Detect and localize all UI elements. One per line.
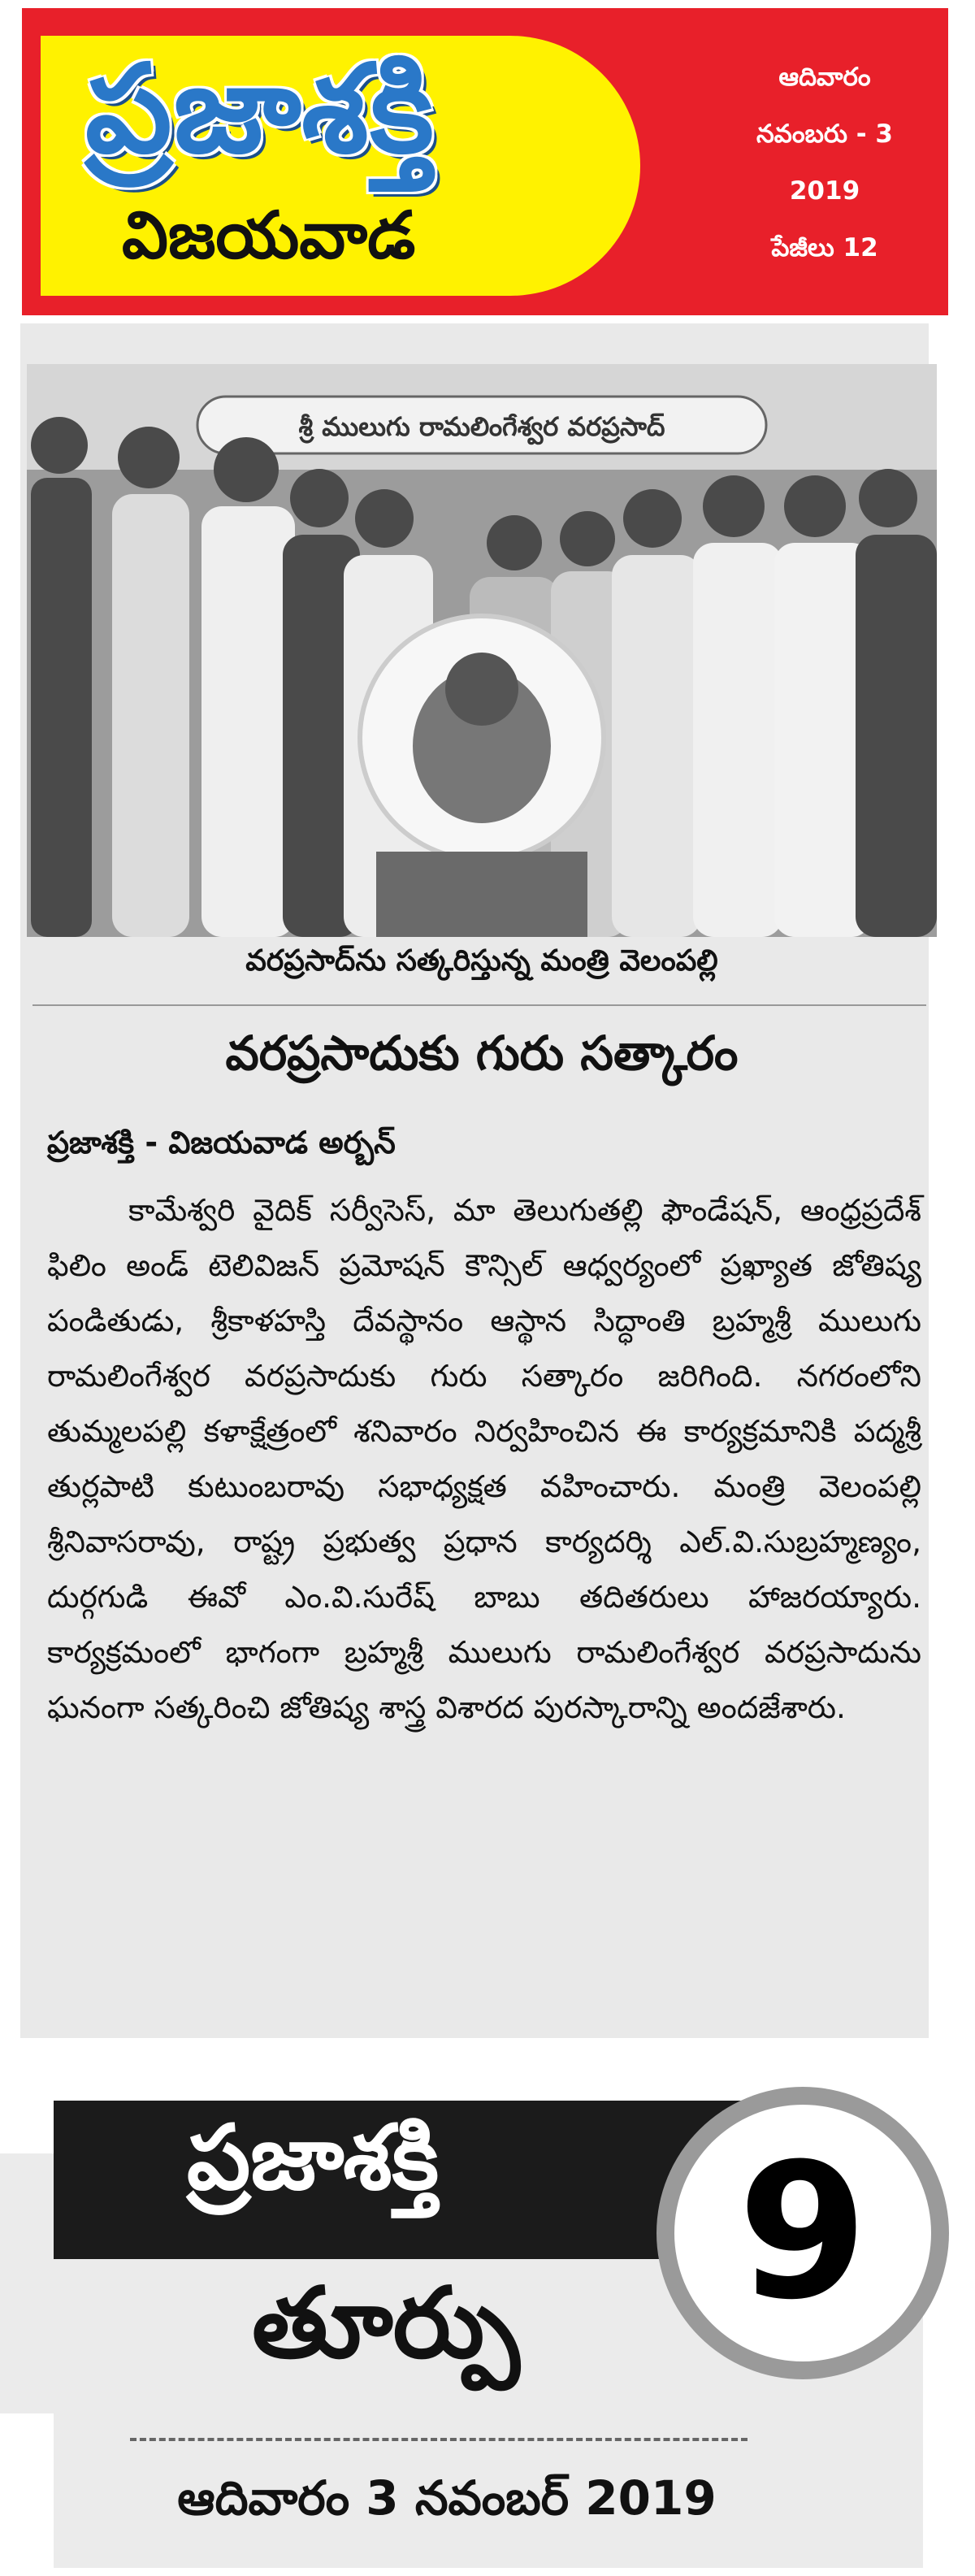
article-photo — [27, 364, 937, 937]
article-paragraph: కామేశ్వరి వైదిక్ సర్వీసెస్, మా తెలుగుతల్లి ఫౌండేషన్, ఆంధ్రప్రదేశ్ ఫిలిం అండ్ టెలివిజన్ ప్రమోషన్ కౌన్సిల్ ఆధ్వర్యంలో ప్రఖ్యాత జోతిష్య పండితుడు, శ్రీకాళహస్తి దేవస్థానం ఆస్థాన సిద్ధాంతి బ్రహ్మశ్రీ ములుగు రామలింగేశ్వర వరప్రసాదుకు గురు సత్కారం జరిగింది. నగరంలోని తుమ్మలపల్లి కళాక్షేత్రంలో శనివారం నిర్వహించిన ఈ కార్యక్రమానికి పద్మశ్రీ తుర్లపాటి కుటుంబరావు సభాధ్యక్షత వహించారు. మంత్రి వెలంపల్లి శ్రీనివాసరావు, రాష్ట్ర ప్రభుత్వ ప్రధాన కార్యదర్శి ఎల్.వి.సుబ్రహ్మణ్యం, దుర్గగుడి ఈవో ఎం.వి.సురేష్ బాబు తదితరులు హాజరయ్యారు. కార్యక్రమంలో భాగంగా బ్రహ్మశ్రీ ములుగు రామలింగేశ్వర వరప్రసాదును ఘనంగా సత్కరించి జోతిష్య శాస్త్ర విశారద పురస్కారాన్ని అందజేశారు. — [47, 1192, 921, 1725]
divider — [32, 1004, 926, 1006]
section-title: తూర్పు — [252, 2267, 520, 2380]
article-body — [47, 1182, 921, 1735]
page-number: 9 — [737, 2124, 869, 2341]
masthead-date-block — [731, 49, 918, 276]
photo-caption: వరప్రసాద్‌ను సత్కరిస్తున్న మంత్రి వెలంపల్లి — [245, 944, 718, 978]
masthead-date-line: నవంబరు - 3 — [756, 119, 893, 149]
masthead-date-line: ఆదివారం — [778, 63, 871, 92]
masthead-date-line: 2019 — [789, 176, 860, 206]
masthead-city: విజయవాడ — [122, 197, 416, 273]
masthead-date-line: పేజీలు 12 — [771, 233, 878, 262]
dashed-divider — [130, 2438, 748, 2441]
article-dateline: ప్రజాశక్తి - విజయవాడ అర్బన్ — [47, 1125, 396, 1160]
page-number-badge — [674, 2105, 931, 2361]
section-logo: ప్రజాశక్తి — [187, 2105, 440, 2210]
photo-banner-text: శ్రీ ములుగు రామలింగేశ్వర వరప్రసాద్ — [298, 411, 665, 442]
article-headline: వరప్రసాదుకు గురు సత్కారం — [225, 1026, 739, 1081]
masthead-logo: ప్రజాశక్తి — [85, 39, 436, 180]
section-date: ఆదివారం 3 నవంబర్ 2019 — [177, 2470, 717, 2526]
section-header-background-left — [0, 2153, 54, 2413]
